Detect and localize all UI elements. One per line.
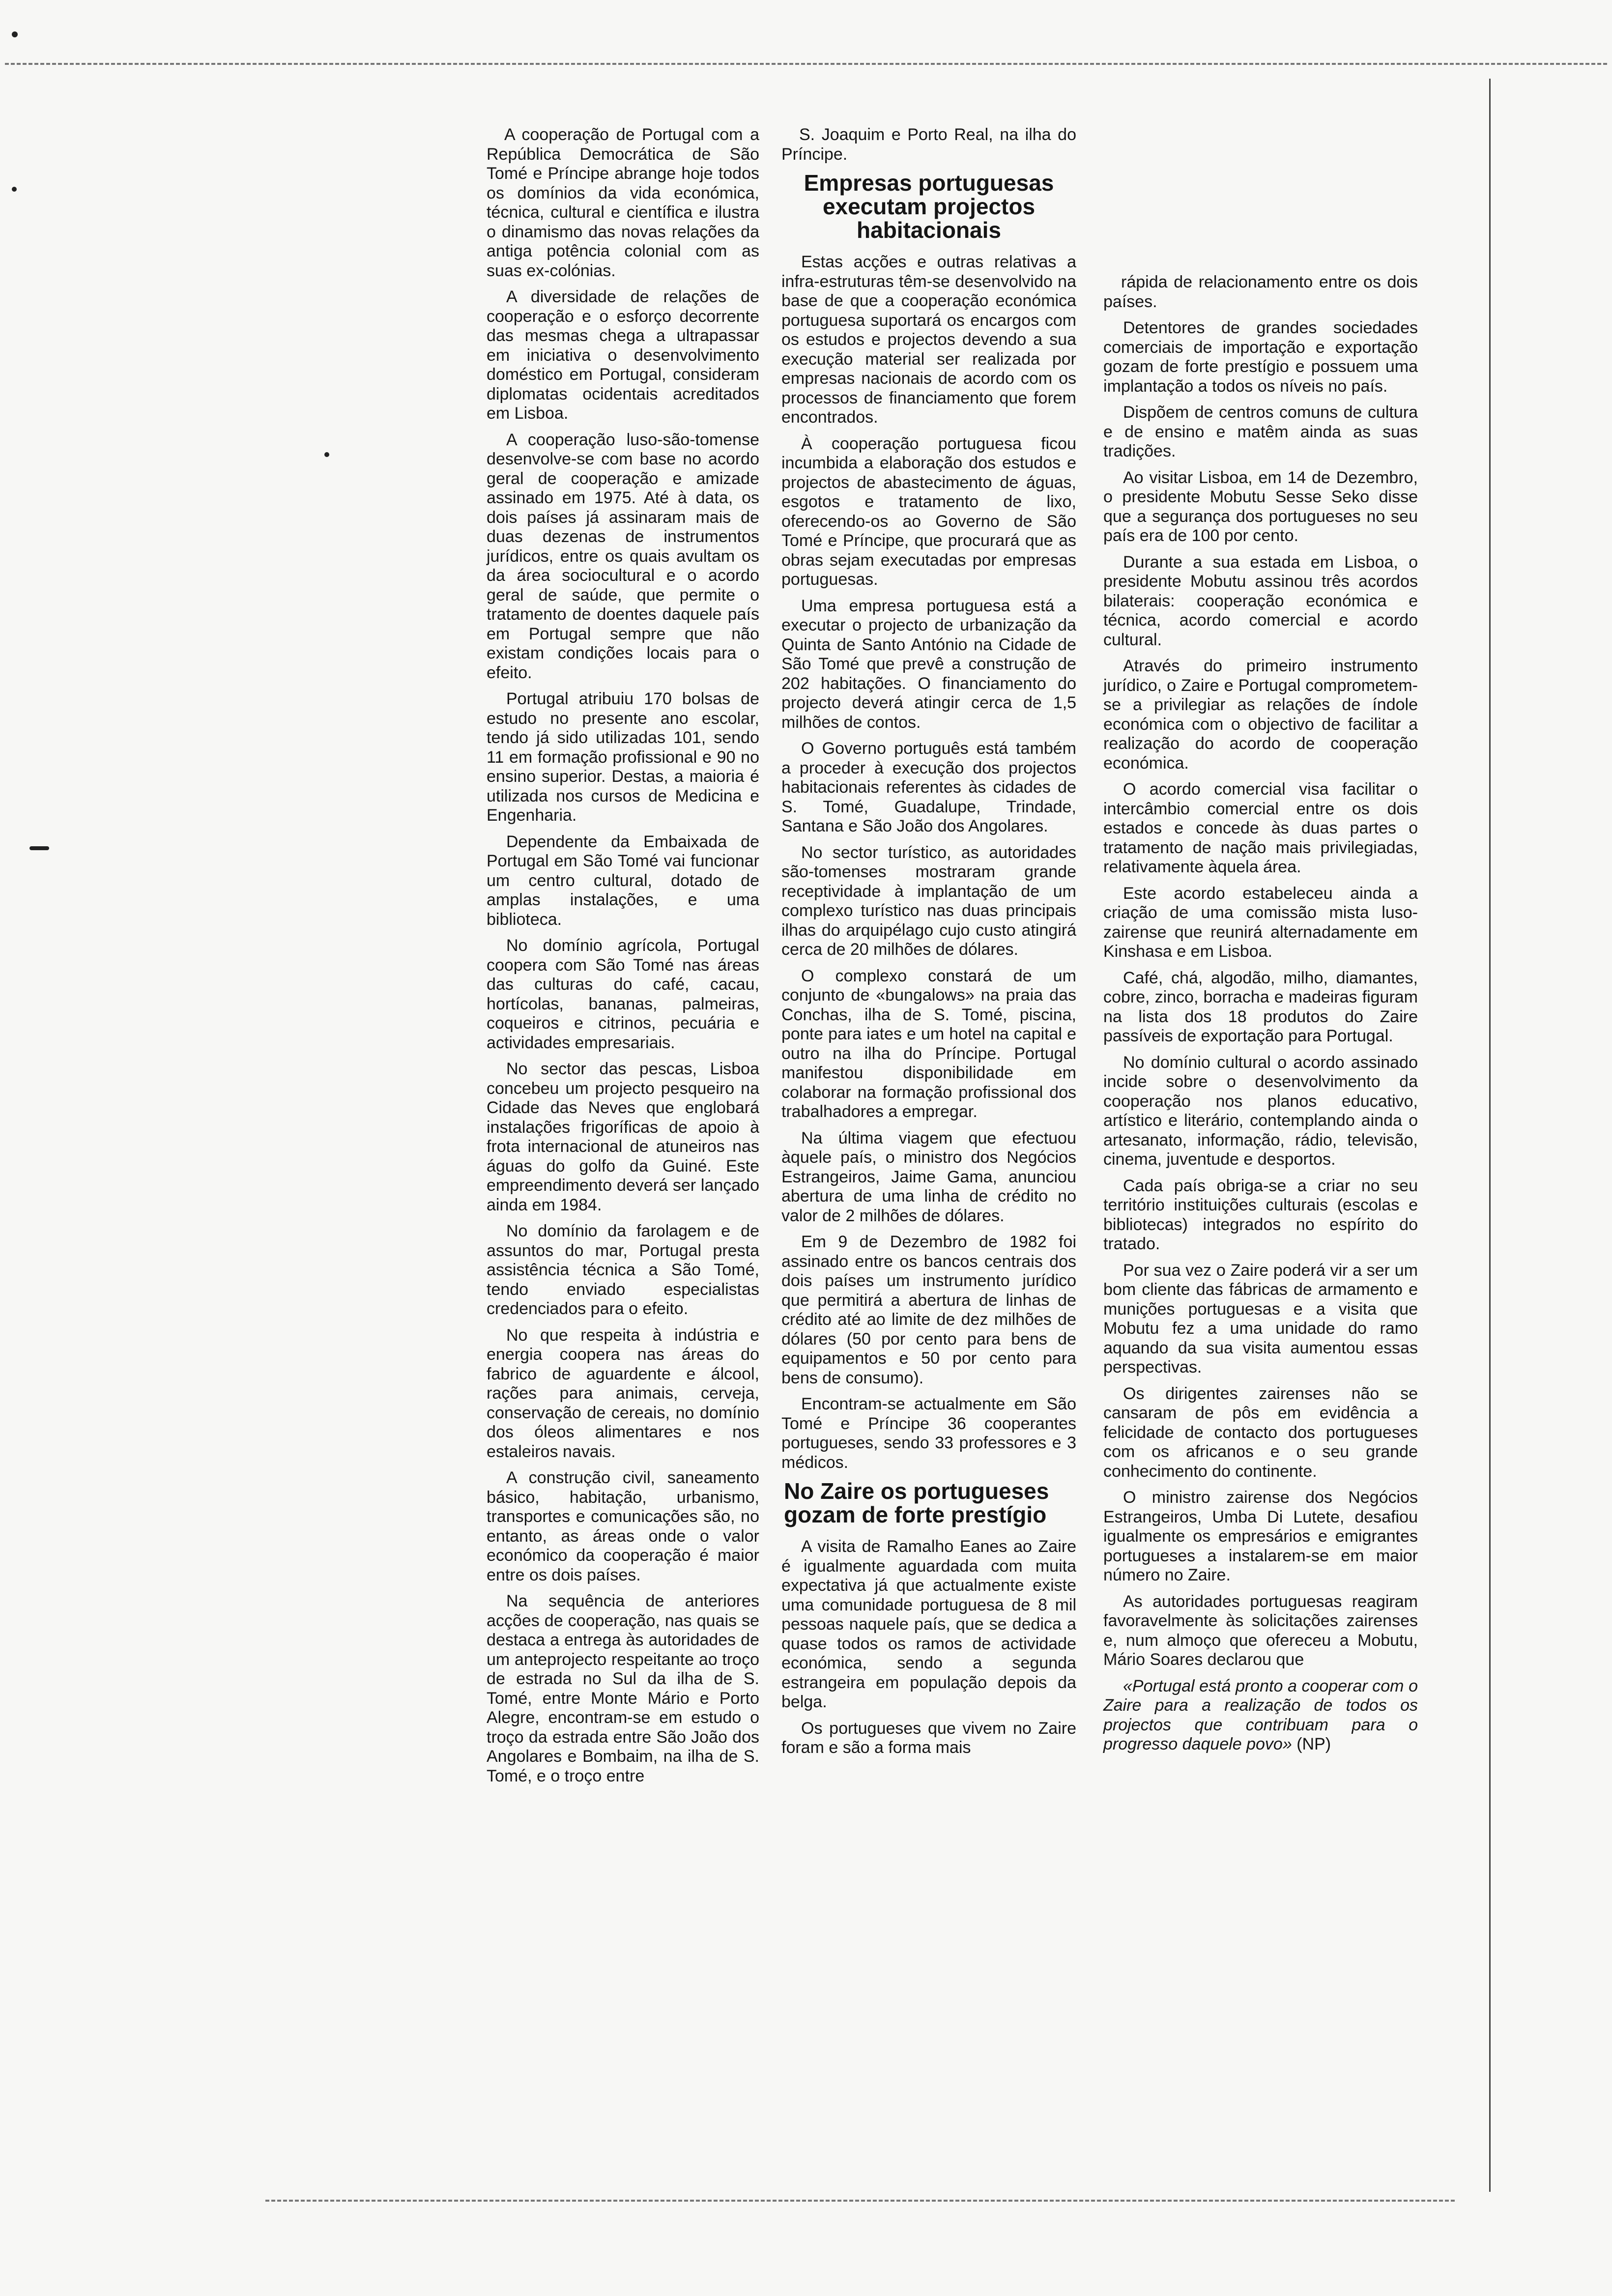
- paragraph: Os dirigentes zairenses não se cansaram de pôs em evidência a felicidade de contacto dos portugueses com os africanos e o seu grande conhecimento do continente.: [1103, 1384, 1418, 1481]
- paragraph: Estas acções e outras relativas a infra-estruturas têm-se desenvolvido na base de que a cooperação económica portuguesa suportará os encargos com os estudos e projectos devendo a sua execução material ser realizada por empresas nacionais de acordo com os processos de financiamento que forem encontrados.: [781, 253, 1076, 427]
- paragraph: Dependente da Embaixada de Portugal em São Tomé vai funcionar um centro cultural, dotado de amplas instalações, e uma biblioteca.: [487, 832, 759, 929]
- paragraph: No domínio cultural o acordo assinado incide sobre o desenvolvimento da cooperação nos planos educativo, artístico e literário, contemplando ainda o artesanato, informação, rádio, televisão, cinema, juventude e desportos.: [1103, 1053, 1418, 1169]
- paragraph: Dispõem de centros comuns de cultura e de ensino e matêm ainda as suas tradições.: [1103, 403, 1418, 460]
- paragraph: Durante a sua estada em Lisboa, o presidente Mobutu assinou três acordos bilaterais: cooperação económica e técnica, acordo comercial e acordo cultural.: [1103, 552, 1418, 649]
- paragraph: No que respeita à indústria e energia coopera nas áreas do fabrico de aguardente e álcool, rações para animais, cerveja, conservação de cereais, no domínio dos óleos alimentares e nos estaleiros navais.: [487, 1325, 759, 1461]
- paragraph: No sector das pescas, Lisboa concebeu um projecto pesqueiro na Cidade das Neves que englobará instalações frigoríficas de apoio à frota internacional de atuneiros nas águas do golfo da Guiné. Este empreendimento deverá ser lançado ainda em 1984.: [487, 1060, 759, 1214]
- paragraph: Ao visitar Lisboa, em 14 de Dezembro, o presidente Mobutu Sesse Seko disse que a segurança dos portugueses no seu país era de 100 por cento.: [1103, 468, 1418, 545]
- paragraph: No domínio da farolagem e de assuntos do mar, Portugal presta assistência técnica a São Tomé, tendo enviado especialistas credenciados para o efeito.: [487, 1222, 759, 1318]
- signature: (NP): [1296, 1735, 1331, 1753]
- paragraph: Uma empresa portuguesa está a executar o projecto de urbanização da Quinta de Santo António na Cidade de São Tomé que prevê a construção de 202 habitações. O financiamento do projecto deverá atingir cerca de 1,5 milhões de contos.: [781, 596, 1076, 732]
- subheading-zaire: No Zaire os portugueses gozam de forte prestígio: [784, 1478, 1049, 1527]
- paragraph: Na sequência de anteriores acções de cooperação, nas quais se destaca a entrega às autoridades de um anteprojecto respeitante ao troço de estrada no Sul da ilha de S. Tomé, entre Monte Mário e Porto Alegre, encontram-se em estudo o troço da estrada entre São João dos Angolares e Bombaim, na ilha de S. Tomé, e o troço entre: [487, 1592, 759, 1785]
- paragraph: Portugal atribuiu 170 bolsas de estudo no presente ano escolar, tendo já sido utilizadas 101, sendo 11 em formação profissional e 90 no ensino superior. Destas, a maioria é utilizada nos cursos de Medicina e Engenharia.: [487, 689, 759, 825]
- scan-edge-top: [5, 63, 1607, 65]
- paragraph: Os portugueses que vivem no Zaire foram e são a forma mais: [781, 1719, 1076, 1757]
- paragraph: A construção civil, saneamento básico, habitação, urbanismo, transportes e comunicações são, no entanto, as áreas onde o valor económico da cooperação é maior entre os dois países.: [487, 1468, 759, 1584]
- paragraph: Através do primeiro instrumento jurídico, o Zaire e Portugal comprometem-se a privilegiar as relações de índole económica com o objectivo de facilitar a realização do acordo de cooperação económica.: [1103, 657, 1418, 773]
- paragraph: Por sua vez o Zaire poderá vir a ser um bom cliente das fábricas de armamento e munições portuguesas e a visita que Mobutu fez a uma unidade do ramo aquando da sua visita aumentou essas perspectivas.: [1103, 1261, 1418, 1377]
- article-column-3: [1103, 273, 1418, 1761]
- paragraph: A visita de Ramalho Eanes ao Zaire é igualmente aguardada com muita expectativa já que actualmente existe uma comunidade portuguesa de 8 mil pessoas naquele país, que se dedica a quase todos os ramos de actividade económica, sendo a segunda estrangeira em população depois da belga.: [781, 1537, 1076, 1711]
- paragraph: À cooperação portuguesa ficou incumbida a elaboração dos estudos e projectos de abastecimento de águas, esgotos e tratamento de lixo, oferecendo-os ao Governo de São Tomé e Príncipe, que procurará que as obras sejam executadas por empresas portuguesas.: [781, 434, 1076, 589]
- paragraph: O complexo constará de um conjunto de «bungalows» na praia das Conchas, ilha de S. Tomé, piscina, ponte para iates e um hotel na capital e outro na ilha do Príncipe. Portugal manifestou disponibilidade em colaborar na formação profissional dos trabalhadores a empregar.: [781, 966, 1076, 1121]
- paragraph: O Governo português está também a proceder à execução dos projectos habitacionais referentes às cidades de S. Tomé, Guadalupe, Trindade, Santana e São João dos Angolares.: [781, 739, 1076, 835]
- paragraph: A diversidade de relações de cooperação e o esforço decorrente das mesmas chega a ultrapassar em iniciativa o desenvolvimento doméstico em Portugal, consideram diplomatas ocidentais acreditados em Lisboa.: [487, 287, 759, 423]
- paragraph: rápida de relacionamento entre os dois países.: [1103, 273, 1418, 311]
- quote-text: «Portugal está pronto a cooperar com o Zaire para a realização de todos os projectos que contribuam para o progresso daquele povo»: [1103, 1676, 1418, 1753]
- paragraph: Café, chá, algodão, milho, diamantes, cobre, zinco, borracha e madeiras figuram na lista dos 18 produtos do Zaire passíveis de exportação para Portugal.: [1103, 968, 1418, 1045]
- paragraph: As autoridades portuguesas reagiram favoravelmente às solicitações zairenses e, num almoço que ofereceu a Mobutu, Mário Soares declarou que: [1103, 1592, 1418, 1669]
- margin-speck: [29, 846, 49, 850]
- paragraph: Este acordo estabeleceu ainda a criação de uma comissão mista luso-zairense que reunirá alternadamente em Kinshasa e em Lisboa.: [1103, 884, 1418, 961]
- subheading-empresas: Empresas portuguesas executam projectos habitacionais: [804, 170, 1054, 243]
- paragraph: S. Joaquim e Porto Real, na ilha do Príncipe.: [781, 125, 1076, 164]
- paragraph: O acordo comercial visa facilitar o intercâmbio comercial entre os dois estados e concede às duas partes o tratamento de nação mais privilegiadas, relativamente àquela área.: [1103, 780, 1418, 876]
- paragraph: No domínio agrícola, Portugal coopera com São Tomé nas áreas das culturas do café, cacau, hortícolas, bananas, palmeiras, coqueiros e citrinos, pecuária e actividades empresariais.: [487, 936, 759, 1052]
- paragraph: A cooperação de Portugal com a República Democrática de São Tomé e Príncipe abrange hoje todos os domínios da vida económica, técnica, cultural e científica e ilustra o dinamismo das novas relações da antiga potência colonial com as suas ex-colónias.: [487, 125, 759, 280]
- scan-edge-right: [1489, 79, 1491, 2192]
- article-column-1: [487, 125, 759, 1793]
- paragraph: Detentores de grandes sociedades comerciais de importação e exportação gozam de forte prestígio e possuem uma implantação a todos os níveis no país.: [1103, 318, 1418, 396]
- closing-quote: [1103, 1677, 1418, 1754]
- paragraph: O ministro zairense dos Negócios Estrangeiros, Umba Di Lutete, desafiou igualmente os empresários e emigrantes portugueses a instalarem-se em maior número no Zaire.: [1103, 1488, 1418, 1584]
- paragraph: No sector turístico, as autoridades são-tomenses mostraram grande receptividade à implantação de um complexo turístico nas duas principais ilhas do arquipélago cujo custo atingirá cerca de 20 milhões de dólares.: [781, 843, 1076, 959]
- paragraph: Na última viagem que efectuou àquele país, o ministro dos Negócios Estrangeiros, Jaime Gama, anunciou abertura de uma linha de crédito no valor de 2 milhões de dólares.: [781, 1128, 1076, 1225]
- article-column-2: [781, 125, 1076, 1765]
- paragraph: Em 9 de Dezembro de 1982 foi assinado entre os bancos centrais dos dois países um instrumento jurídico que permitirá a abertura de linhas de crédito até ao limite de dez milhões de dólares (50 por cento para bens de equipamentos e 50 por cento para bens de consumo).: [781, 1233, 1076, 1387]
- paragraph: A cooperação luso-são-tomense desenvolve-se com base no acordo geral de cooperação e amizade assinado em 1975. Até à data, os dois países já assinaram mais de duas dezenas de instrumentos jurídicos, entre os quais avultam os da área sociocultural e o acordo geral de saúde, que permite o tratamento de doentes daquele país em Portugal sempre que não existam condições locais para o efeito.: [487, 430, 759, 682]
- scan-edge-bottom: [265, 2200, 1455, 2202]
- paragraph: Encontram-se actualmente em São Tomé e Príncipe 36 cooperantes portugueses, sendo 33 professores e 3 médicos.: [781, 1395, 1076, 1472]
- margin-speck: [324, 452, 329, 457]
- margin-speck: [12, 31, 18, 37]
- margin-speck: [12, 187, 17, 192]
- paragraph: Cada país obriga-se a criar no seu território instituições culturais (escolas e bibliotecas) integrados no espírito do tratado.: [1103, 1176, 1418, 1253]
